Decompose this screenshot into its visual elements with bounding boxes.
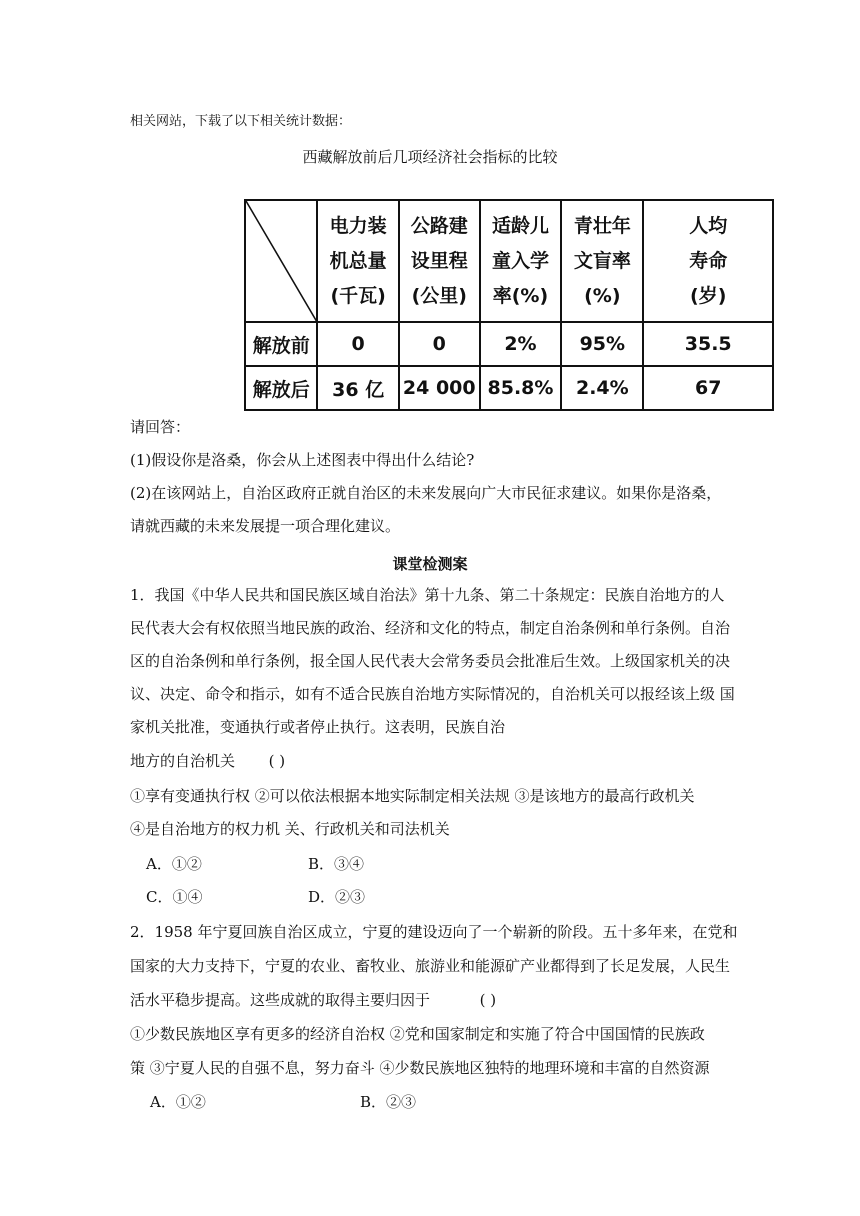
table-cell: 67 — [643, 366, 773, 410]
row-label: 解放前 — [245, 322, 317, 366]
q1-line: 1．我国《中华人民共和国民族区域自治法》第十九条、第二十条规定：民族自治地方的人 — [130, 586, 725, 604]
table-row-before — [245, 322, 773, 366]
diagonal-corner-cell — [245, 200, 317, 322]
table-cell: 24 000 — [399, 366, 480, 410]
header-unit: 率(%) — [492, 284, 549, 307]
header-enrollment — [480, 200, 562, 322]
table-cell: 2.4% — [561, 366, 643, 410]
answer-blank: ( ) — [268, 752, 286, 770]
q1-line: 区的自治条例和单行条例，报全国人民代表大会常务委员会批准后生效。上级国家机关的决 — [130, 652, 731, 670]
q1-line: 家机关批准，变通执行或者停止执行。这表明，民族自治 — [130, 718, 506, 736]
table-caption: 西藏解放前后几项经济社会指标的比较 — [302, 148, 558, 166]
q1-statements: ①享有变通执行权 ②可以依法根据本地实际制定相关法规 ③是该地方的最高行政机关 — [130, 787, 695, 805]
header-life-expectancy — [643, 200, 773, 322]
q1-line: 议、决定、命令和指示，如有不适合民族自治地方实际情况的，自治机关可以报经该上级 国 — [130, 685, 735, 703]
table-cell: 0 — [317, 322, 398, 366]
table-cell: 0 — [399, 322, 480, 366]
table-row-after — [245, 366, 773, 410]
q1-option-a: A．①② — [146, 855, 202, 873]
header-unit: (公里) — [411, 284, 467, 307]
table-cell: 36 亿 — [317, 366, 398, 410]
intro-text: 相关网站，下载了以下相关统计数据： — [130, 114, 352, 129]
header-text: 公路建 — [410, 214, 468, 237]
table-header-row — [245, 200, 773, 322]
question-part-1: (1)假设你是洛桑，你会从上述图表中得出什么结论? — [130, 451, 475, 469]
q1-stem-text: 地方的自治机关 — [130, 752, 236, 770]
table-cell: 95% — [561, 322, 643, 366]
header-text: 青壮年 — [573, 214, 631, 237]
q1-statements: ④是自治地方的权力机 关、行政机关和司法机关 — [130, 820, 450, 838]
q1-option-b: B．③④ — [308, 855, 365, 873]
header-text: 人均 — [689, 214, 728, 237]
q2-stem-text: 活水平稳步提高。这些成就的取得主要归因于 — [130, 991, 431, 1009]
q2-option-a: A．①② — [150, 1093, 206, 1111]
q2-line-3 — [130, 990, 740, 1010]
diagonal-line — [246, 201, 316, 321]
q1-line: 民代表大会有权依照当地民族的政治、经济和文化的特点，制定自治条例和单行条例。自治 — [130, 619, 731, 637]
q2-statements: 策 ③宁夏人民的自强不息，努力奋斗 ④少数民族地区独特的地理环境和丰富的自然资源 — [130, 1059, 710, 1077]
row-label: 解放后 — [245, 366, 317, 410]
statistics-table — [244, 199, 774, 411]
section-title: 课堂检测案 — [392, 555, 468, 573]
q2-statements: ①少数民族地区享有更多的经济自治权 ②党和国家制定和实施了符合中国国情的民族政 — [130, 1025, 705, 1043]
header-text: 设里程 — [410, 249, 468, 272]
header-text: 电力装 — [329, 214, 387, 237]
q1-option-d: D．②③ — [308, 888, 366, 906]
header-unit: (千瓦) — [330, 284, 386, 307]
header-unit: (岁) — [690, 284, 727, 307]
q2-line: 2．1958 年宁夏回族自治区成立，宁夏的建设迈向了一个崭新的阶段。五十多年来，在党和 — [130, 923, 738, 941]
table-cell: 2% — [480, 322, 562, 366]
q1-option-c: C．①④ — [146, 888, 203, 906]
question-part-2-line-1: (2)在该网站上，自治区政府正就自治区的未来发展向广大市民征求建议。如果你是洛桑， — [130, 484, 722, 502]
table-cell: 35.5 — [643, 322, 773, 366]
question-part-2-line-2: 请就西藏的未来发展提一项合理化建议。 — [130, 517, 401, 535]
q2-option-b: B．②③ — [360, 1093, 417, 1111]
header-road — [399, 200, 480, 322]
header-text: 寿命 — [689, 249, 728, 272]
header-illiteracy — [561, 200, 643, 322]
q1-stem-end — [130, 751, 740, 771]
header-text: 适龄儿 — [491, 214, 549, 237]
header-unit: (%) — [584, 284, 621, 307]
header-text: 童入学 — [491, 249, 549, 272]
answer-blank: ( ) — [479, 991, 497, 1009]
answer-prompt: 请回答： — [130, 418, 191, 436]
header-text: 机总量 — [329, 249, 387, 272]
table-cell: 85.8% — [480, 366, 562, 410]
q2-line: 国家的大力支持下，宁夏的农业、畜牧业、旅游业和能源矿产业都得到了长足发展，人民生 — [130, 957, 731, 975]
header-electricity — [317, 200, 398, 322]
header-text: 文盲率 — [573, 249, 631, 272]
